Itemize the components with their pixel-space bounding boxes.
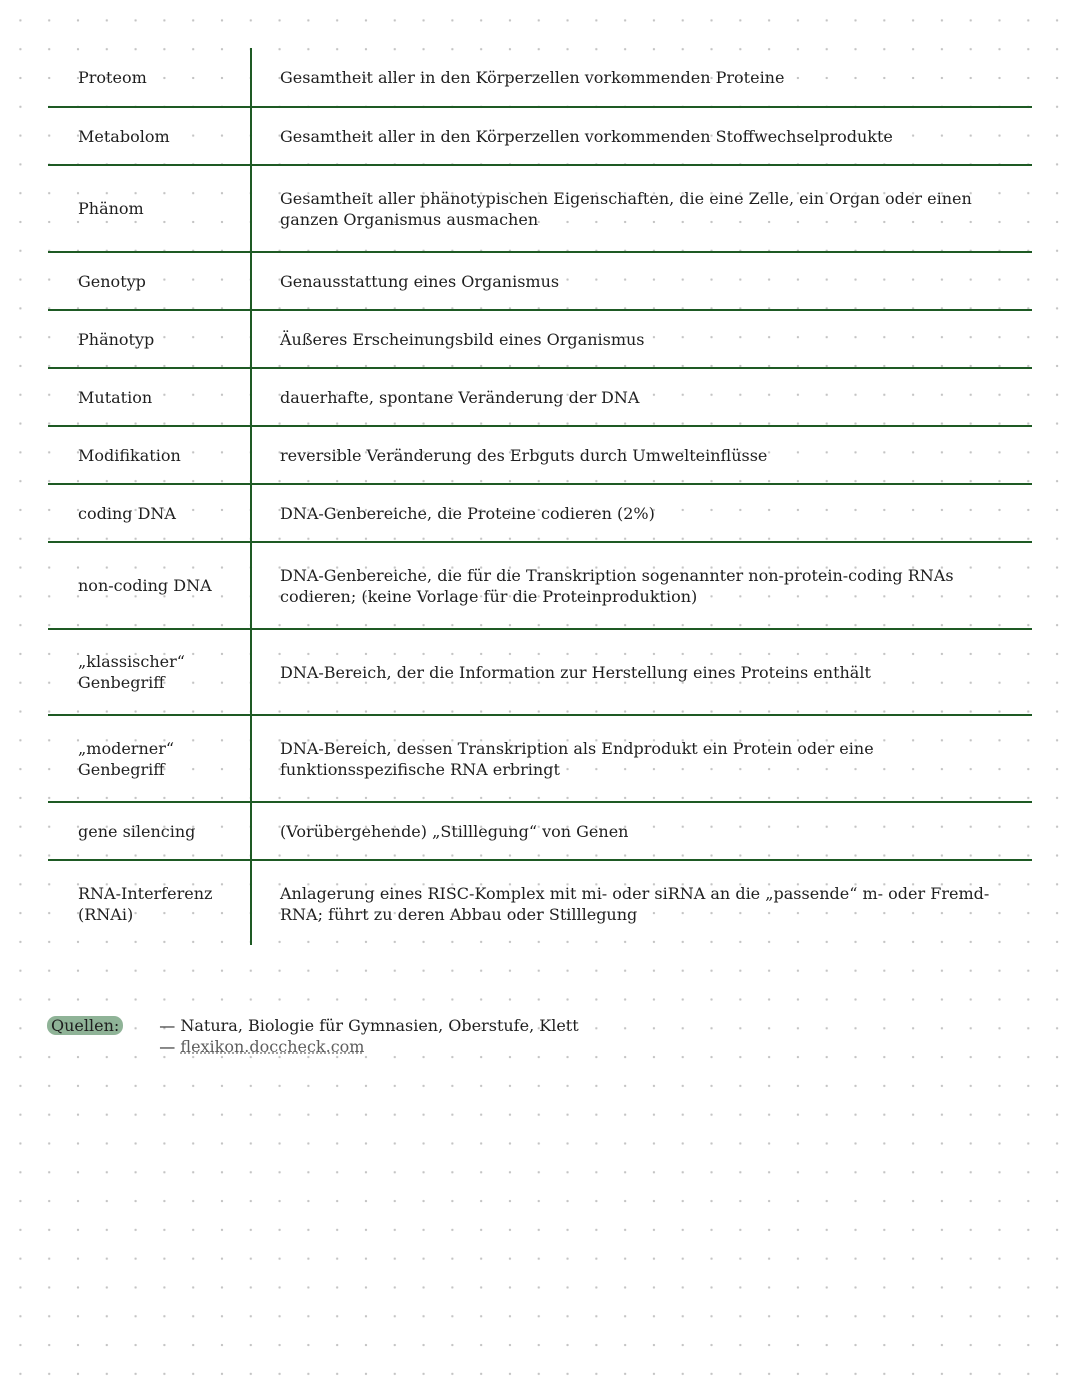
term: Mutation: [78, 387, 153, 407]
definition: Gesamtheit aller phänotypischen Eigenschaften, die eine Zelle, ein Organ oder einen ganzen Organismus ausmachen: [280, 188, 972, 229]
definition: DNA-Bereich, der die Information zur Herstellung eines Proteins enthält: [280, 662, 871, 682]
term: Genotyp: [78, 271, 146, 291]
term: Proteom: [78, 67, 147, 87]
source-item: [159, 1036, 578, 1057]
glossary-table: [48, 48, 1032, 947]
table-row: [48, 543, 1032, 630]
definition: DNA-Genbereiche, die Proteine codieren (2%): [280, 503, 655, 523]
source-item: — Natura, Biologie für Gymnasien, Oberstufe, Klett: [159, 1016, 579, 1035]
source-link[interactable]: flexikon.doccheck.com: [180, 1037, 365, 1056]
table-row: [48, 369, 1032, 427]
definition: Äußeres Erscheinungsbild eines Organismus: [280, 329, 645, 349]
table-row: [48, 485, 1032, 543]
source-dash: —: [159, 1037, 181, 1056]
column-divider: [250, 48, 252, 945]
table-row: [48, 630, 1032, 716]
term: „moderner“ Genbegriff: [78, 738, 175, 779]
table-row: [48, 253, 1032, 311]
table-row: [48, 716, 1032, 803]
definition: Gesamtheit aller in den Körperzellen vorkommenden Proteine: [280, 67, 785, 87]
term: coding DNA: [78, 503, 176, 523]
table-row: [48, 166, 1032, 253]
term: RNA-Interferenz (RNAi): [78, 884, 213, 924]
source-list: [159, 1015, 578, 1057]
table-row: [48, 311, 1032, 369]
definition: DNA-Genbereiche, die für die Transkription sogenannter non-protein-coding RNAs codieren; (keine Vorlage für die Proteinproduktion): [280, 565, 954, 606]
table-row: [48, 108, 1032, 166]
table-row: [48, 803, 1032, 861]
table-row: [48, 48, 1032, 108]
table-row: [48, 861, 1032, 947]
term: „klassischer“ Genbegriff: [78, 652, 185, 692]
definition: DNA-Bereich, dessen Transkription als Endprodukt ein Protein oder eine funktionsspezifische RNA erbringt: [280, 738, 874, 779]
term: Metabolom: [78, 126, 170, 146]
sources-label: Quellen:: [47, 1016, 123, 1035]
definition: (Vorübergehende) „Stilllegung“ von Genen: [280, 821, 629, 841]
definition: Gesamtheit aller in den Körperzellen vorkommenden Stoffwechselprodukte: [280, 126, 893, 146]
definition: dauerhafte, spontane Veränderung der DNA: [280, 387, 640, 407]
definition: Anlagerung eines RISC-Komplex mit mi- oder siRNA an die „passende“ m- oder Fremd-RNA; führt zu deren Abbau oder Stilllegung: [280, 884, 990, 924]
term: gene silencing: [78, 821, 196, 841]
definition: reversible Veränderung des Erbguts durch Umwelteinflüsse: [280, 445, 768, 465]
sources-section: [47, 1015, 579, 1057]
definition: Genausstattung eines Organismus: [280, 271, 560, 291]
term: Phänotyp: [78, 329, 155, 349]
table-row: [48, 427, 1032, 485]
term: Phänom: [78, 199, 144, 218]
term: non-coding DNA: [78, 576, 212, 595]
term: Modifikation: [78, 445, 181, 465]
